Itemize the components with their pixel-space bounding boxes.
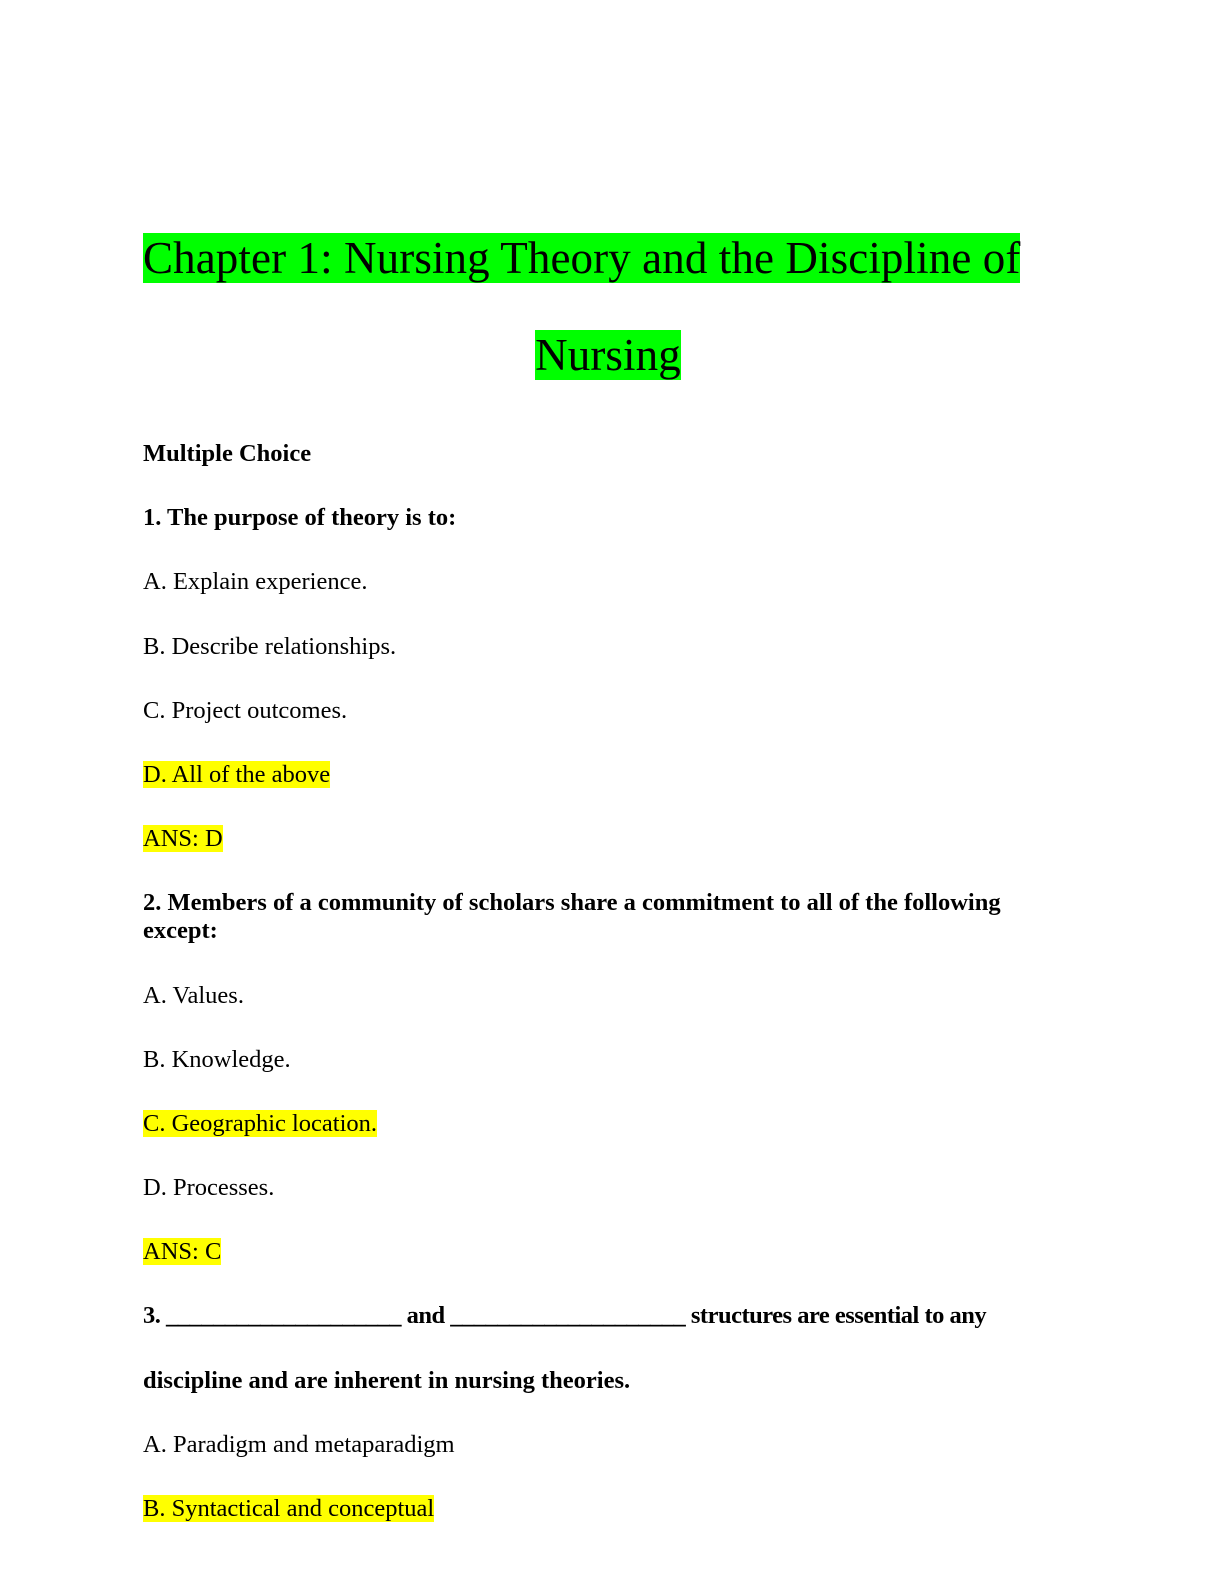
question-1-option-b-text: B. Describe relationships. bbox=[143, 632, 397, 660]
question-1-stem: 1. The purpose of theory is to: bbox=[143, 504, 457, 532]
question-2-option-b bbox=[143, 1046, 1073, 1074]
question-2-option-a-text: A. Values. bbox=[143, 981, 244, 1009]
question-1-option-a-text: A. Explain experience. bbox=[143, 568, 368, 596]
question-3-option-b-text: B. Syntactical and conceptual bbox=[143, 1494, 435, 1522]
question-2-option-b-text: B. Knowledge. bbox=[143, 1045, 291, 1073]
question-2-answer-text: ANS: C bbox=[143, 1238, 222, 1266]
question-1-option-c bbox=[143, 697, 1073, 725]
question-2-option-a bbox=[143, 982, 1073, 1010]
question-2-option-c bbox=[143, 1110, 1073, 1138]
question-body bbox=[143, 440, 1073, 1523]
page-title-line-2-text: Nursing bbox=[535, 330, 681, 380]
question-3-option-b bbox=[143, 1495, 1073, 1523]
document-content bbox=[143, 233, 1073, 1559]
page-title-line-2 bbox=[143, 330, 1073, 380]
question-3-stem bbox=[143, 1302, 1073, 1394]
question-2-option-d-text: D. Processes. bbox=[143, 1174, 275, 1202]
question-2-option-d bbox=[143, 1174, 1073, 1202]
question-1-option-d bbox=[143, 761, 1073, 789]
question-3-option-a-text: A. Paradigm and metaparadigm bbox=[143, 1430, 455, 1458]
question-2-stem: 2. Members of a community of scholars share a commitment to all of the following except: bbox=[143, 889, 1001, 945]
question-3-stem-line-2: discipline and are inherent in nursing theories. bbox=[143, 1366, 631, 1394]
question-1-answer bbox=[143, 825, 1073, 853]
question-2-answer bbox=[143, 1238, 1073, 1266]
page-title bbox=[143, 233, 1073, 380]
question-3-option-a bbox=[143, 1431, 1073, 1459]
question-3-stem-line-1: 3. ____________________ and ____________________ structures are essential to any bbox=[143, 1302, 987, 1330]
page-title-line-1 bbox=[143, 233, 1073, 283]
question-1-option-b bbox=[143, 633, 1073, 661]
section-heading: Multiple Choice bbox=[143, 440, 312, 467]
page-title-line-1-text: Chapter 1: Nursing Theory and the Discipline of bbox=[143, 233, 1021, 283]
question-2-option-c-text: C. Geographic location. bbox=[143, 1109, 378, 1137]
question-1-option-c-text: C. Project outcomes. bbox=[143, 696, 348, 724]
question-1-answer-text: ANS: D bbox=[143, 825, 223, 853]
question-1-option-d-text: D. All of the above bbox=[143, 760, 331, 788]
question-1-option-a bbox=[143, 568, 1073, 596]
